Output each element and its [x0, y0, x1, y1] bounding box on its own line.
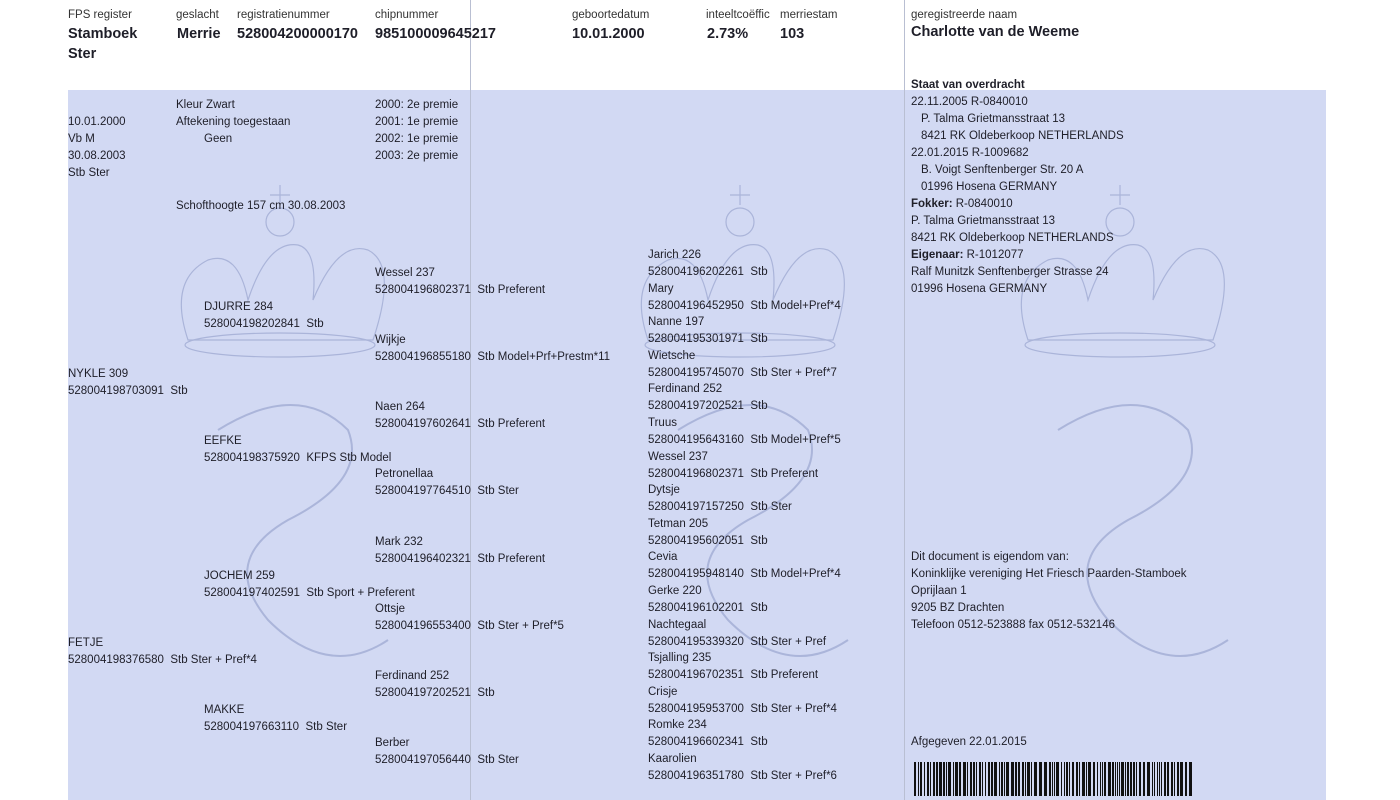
great-grandparent-qual: Stb Ster	[477, 485, 519, 497]
great-great-grandparent-id-line	[648, 768, 837, 785]
transfer-line: 22.01.2015 R-1009682	[911, 147, 1029, 159]
barcode-bar	[939, 762, 942, 796]
dam-name: FETJE	[68, 637, 104, 649]
great-great-grandparent-id: 528004195301971	[648, 333, 744, 346]
great-great-grandparent-qual: Stb	[750, 534, 768, 547]
grandparent-id: 528004197402591	[204, 587, 300, 599]
great-great-grandparent-id: 528004195602051	[648, 534, 744, 547]
barcode-bar	[1100, 762, 1101, 796]
barcode-bar	[930, 762, 931, 796]
barcode-bar	[1117, 762, 1118, 796]
barcode-bar	[1066, 762, 1068, 796]
barcode-bar	[1025, 762, 1026, 796]
dam-id-line	[68, 652, 257, 669]
barcode-bar	[982, 762, 983, 796]
great-great-grandparent-qual: Stb Ster + Pref*6	[750, 770, 837, 782]
barcode-bar	[1177, 762, 1179, 796]
barcode-bar	[973, 762, 975, 796]
barcode-bar	[1147, 762, 1150, 796]
barcode-bar	[933, 762, 935, 796]
info-date: 30.08.2003	[68, 150, 126, 162]
great-great-grandparent-id-line	[648, 331, 768, 348]
issued-date: Afgegeven 22.01.2015	[911, 736, 1027, 748]
great-great-grandparent-id-line	[648, 667, 818, 684]
great-grandparent-id: 528004196553400	[375, 620, 471, 632]
barcode-bar	[1069, 762, 1070, 796]
barcode-bar	[1133, 762, 1135, 796]
fold-line-left	[470, 0, 471, 800]
barcode-bar	[1152, 762, 1153, 796]
barcode-bar	[936, 762, 938, 796]
great-grandparent-qual: Stb Preferent	[477, 553, 546, 565]
barcode-bar	[967, 762, 968, 796]
great-great-grandparent-name: Tetman 205	[648, 517, 709, 530]
barcode-bar	[1161, 762, 1162, 796]
barcode-bar	[1108, 762, 1111, 796]
barcode-bar	[1154, 762, 1155, 796]
great-grandparent-name: Ottsje	[375, 603, 406, 615]
great-grandparent-id: 528004197764510	[375, 485, 471, 497]
great-grandparent-name: Wessel 237	[375, 267, 435, 279]
value-birth-date: 10.01.2000	[572, 26, 645, 42]
value-sex: Merrie	[177, 26, 221, 42]
great-great-grandparent-id: 528004196802371	[648, 467, 744, 480]
sire-qual: Stb	[170, 385, 188, 397]
barcode-bar	[1125, 762, 1126, 796]
barcode-bar	[1052, 762, 1053, 796]
barcode-bar	[1076, 762, 1078, 796]
grandparent-name: JOCHEM 259	[204, 570, 275, 582]
grandparent-id-line	[204, 316, 324, 333]
great-grandparent-qual: Stb Model+Prf+Prestm*11	[477, 351, 611, 363]
info-stb: Stb Ster	[68, 167, 110, 179]
great-great-grandparent-qual: Stb Ster + Pref	[750, 635, 827, 648]
great-grandparent-name: Berber	[375, 737, 410, 749]
barcode-bar	[1139, 762, 1141, 796]
grandparent-name: MAKKE	[204, 704, 245, 716]
barcode-bar	[924, 762, 925, 796]
great-grandparent-name: Petronellaa	[375, 468, 434, 480]
great-great-grandparent-name: Nanne 197	[648, 316, 705, 329]
barcode-bar	[1015, 762, 1017, 796]
barcode-bar	[1011, 762, 1014, 796]
label-registered-name: geregistreerde naam	[911, 9, 1018, 21]
transfer-line: B. Voigt Senftenberger Str. 20 A	[921, 164, 1084, 176]
barcode-bar	[1159, 762, 1160, 796]
ownership-line: Telefoon 0512-523888 fax 0512-532146	[911, 619, 1115, 631]
grandparent-id: 528004198202841	[204, 318, 300, 330]
barcode-bar	[953, 762, 954, 796]
great-grandparent-qual: Stb Preferent	[477, 284, 546, 296]
great-great-grandparent-qual: Stb Ster + Pref*4	[750, 702, 837, 715]
great-grandparent-id-line	[375, 685, 495, 702]
sire-id: 528004198703091	[68, 385, 164, 397]
barcode	[914, 762, 1194, 796]
value-registered-name: Charlotte van de Weeme	[911, 24, 1080, 40]
barcode-bar	[979, 762, 981, 796]
dam-qual: Stb Ster + Pref*4	[170, 654, 257, 666]
transfer-title: Staat van overdracht	[911, 79, 1025, 91]
owner-address: Ralf Munitzk Senftenberger Strasse 24	[911, 266, 1109, 278]
great-great-grandparent-name: Dytsje	[648, 484, 680, 497]
great-grandparent-qual: Stb Preferent	[477, 418, 546, 430]
great-great-grandparent-qual: Stb Preferent	[750, 669, 819, 682]
great-great-grandparent-name: Jarich 226	[648, 249, 702, 261]
great-great-grandparent-qual: Stb Ster	[750, 501, 792, 514]
barcode-bar	[1022, 762, 1024, 796]
great-grandparent-qual: Stb Ster	[477, 754, 519, 766]
value-inbreeding: 2.73%	[707, 26, 749, 42]
grandparent-qual: Stb Ster	[305, 721, 348, 733]
breeder-address: 8421 RK Oldeberkoop NETHERLANDS	[911, 232, 1114, 244]
info-height: Schofthoogte 157 cm 30.08.2003	[176, 200, 346, 212]
barcode-bar	[1157, 762, 1158, 796]
barcode-bar	[1079, 762, 1080, 796]
grandparent-id-line	[204, 719, 347, 736]
great-grandparent-qual: Stb Ster + Pref*5	[477, 620, 564, 632]
transfer-line: P. Talma Grietmansstraat 13	[921, 113, 1066, 125]
value-registration-number: 528004200000170	[237, 26, 358, 42]
great-great-grandparent-id-line	[648, 734, 768, 751]
great-grandparent-name: Naen 264	[375, 401, 425, 413]
great-great-grandparent-id: 528004196102201	[648, 602, 744, 614]
dam-id: 528004198376580	[68, 654, 164, 666]
barcode-bar	[946, 762, 947, 796]
great-great-grandparent-qual: Stb	[750, 736, 768, 749]
great-great-grandparent-id-line	[648, 701, 837, 718]
barcode-bar	[1093, 762, 1095, 796]
great-great-grandparent-id: 528004195948140	[648, 568, 744, 581]
barcode-bar	[1044, 762, 1047, 796]
great-great-grandparent-id: 528004195745070	[648, 366, 744, 379]
great-great-grandparent-name: Romke 234	[648, 719, 707, 732]
value-register-line2: Ster	[68, 46, 97, 62]
great-grandparent-id: 528004196802371	[375, 284, 471, 296]
barcode-bar	[955, 762, 958, 796]
great-great-grandparent-id-line	[648, 634, 826, 651]
great-great-grandparent-id: 528004196202261	[648, 266, 744, 278]
great-grandparent-id-line	[375, 551, 545, 568]
barcode-bar	[1049, 762, 1051, 796]
barcode-bar	[1102, 762, 1103, 796]
great-great-grandparent-name: Wietsche	[648, 349, 696, 362]
barcode-bar	[963, 762, 966, 796]
barcode-bar	[1054, 762, 1055, 796]
great-great-grandparent-name: Truus	[648, 417, 677, 429]
barcode-bar	[1121, 762, 1124, 796]
barcode-bar	[1130, 762, 1132, 796]
great-great-grandparent-id: 528004197202521	[648, 400, 744, 413]
barcode-bar	[1006, 762, 1009, 796]
breeder-label: Fokker:	[911, 198, 953, 210]
sire-id-line	[68, 383, 188, 400]
great-great-grandparent-name: Mary	[648, 282, 674, 295]
label-chip-number: chipnummer	[375, 9, 439, 21]
barcode-bar	[1027, 762, 1030, 796]
barcode-bar	[1112, 762, 1114, 796]
barcode-bar	[1031, 762, 1032, 796]
great-great-grandparent-id: 528004196351780	[648, 770, 744, 782]
great-great-grandparent-id: 528004196452950	[648, 299, 744, 312]
great-great-grandparent-id-line	[648, 298, 841, 315]
barcode-bar	[1004, 762, 1005, 796]
great-great-grandparent-qual: Stb	[750, 333, 768, 346]
great-great-grandparent-qual: Stb Ster + Pref*7	[750, 366, 837, 379]
great-great-grandparent-qual: Stb Preferent	[750, 467, 819, 480]
barcode-bar	[1104, 762, 1106, 796]
barcode-bar	[970, 762, 972, 796]
breeder-line	[911, 196, 1013, 213]
great-great-grandparent-id-line	[648, 365, 837, 382]
grandparent-qual: Stb	[306, 318, 324, 330]
grandparent-name: EEFKE	[204, 435, 242, 447]
info-vb: Vb M	[68, 133, 95, 145]
barcode-bar	[1127, 762, 1129, 796]
great-grandparent-id: 528004197056440	[375, 754, 471, 766]
grandparent-id: 528004197663110	[204, 721, 300, 733]
label-birth-date: geboortedatum	[572, 9, 650, 21]
breeder-address: P. Talma Grietmansstraat 13	[911, 215, 1056, 227]
grandparent-qual: Stb Sport + Preferent	[306, 587, 415, 599]
great-great-grandparent-name: Ferdinand 252	[648, 383, 723, 396]
barcode-bar	[1171, 762, 1173, 796]
barcode-bar	[1164, 762, 1166, 796]
owner-line	[911, 247, 1024, 264]
barcode-bar	[1097, 762, 1098, 796]
great-great-grandparent-name: Gerke 220	[648, 585, 702, 597]
info-marking: Aftekening toegestaan	[176, 116, 291, 128]
barcode-bar	[1174, 762, 1175, 796]
barcode-bar	[1039, 762, 1042, 796]
breeder-id: R-0840010	[955, 198, 1013, 210]
barcode-bar	[1086, 762, 1087, 796]
premium-item: 2001: 1e premie	[375, 116, 459, 128]
barcode-bar	[1167, 762, 1169, 796]
grandparent-name: DJURRE 284	[204, 301, 274, 313]
great-great-grandparent-id: 528004195643160	[648, 434, 744, 446]
premium-item: 2000: 2e premie	[375, 99, 459, 111]
barcode-bar	[976, 762, 977, 796]
barcode-bar	[918, 762, 919, 796]
great-grandparent-qual: Stb	[477, 687, 495, 699]
great-grandparent-name: Wijkje	[375, 334, 406, 346]
info-marking-value: Geen	[204, 133, 233, 145]
value-mare-line: 103	[780, 26, 805, 42]
great-great-grandparent-id-line	[648, 566, 841, 583]
fold-line-right	[904, 0, 905, 800]
label-registration-number: registratienummer	[237, 9, 330, 21]
info-color: Kleur Zwart	[176, 99, 235, 111]
barcode-bar	[914, 762, 916, 796]
premium-item: 2003: 2e premie	[375, 150, 459, 162]
barcode-bar	[948, 762, 951, 796]
great-grandparent-id-line	[375, 618, 564, 635]
barcode-bar	[1189, 762, 1192, 796]
barcode-bar	[994, 762, 997, 796]
barcode-bar	[1072, 762, 1074, 796]
barcode-bar	[1143, 762, 1145, 796]
owner-address: 01996 Hosena GERMANY	[911, 283, 1048, 295]
great-great-grandparent-id: 528004196702351	[648, 669, 744, 682]
great-great-grandparent-name: Kaarolien	[648, 753, 697, 765]
info-birth-date: 10.01.2000	[68, 116, 126, 128]
ownership-line: Dit document is eigendom van:	[911, 551, 1069, 563]
barcode-bar	[1056, 762, 1059, 796]
great-great-grandparent-name: Cevia	[648, 551, 678, 564]
barcode-bar	[1119, 762, 1120, 796]
barcode-bar	[1082, 762, 1085, 796]
barcode-bar	[999, 762, 1000, 796]
great-great-grandparent-qual: Stb Model+Pref*5	[750, 434, 841, 446]
barcode-bar	[1136, 762, 1137, 796]
great-great-grandparent-qual: Stb	[750, 400, 768, 413]
barcode-bar	[1061, 762, 1062, 796]
grandparent-id-line	[204, 450, 391, 467]
barcode-bar	[1034, 762, 1037, 796]
transfer-line: 01996 Hosena GERMANY	[921, 181, 1058, 193]
great-great-grandparent-id-line	[648, 600, 768, 617]
barcode-bar	[1001, 762, 1003, 796]
great-great-grandparent-name: Nachtegaal	[648, 618, 707, 631]
barcode-bar	[927, 762, 929, 796]
great-great-grandparent-qual: Stb Model+Pref*4	[750, 568, 841, 581]
great-great-grandparent-id-line	[648, 533, 768, 550]
barcode-bar	[920, 762, 922, 796]
barcode-bar	[1018, 762, 1020, 796]
great-grandparent-id: 528004197602641	[375, 418, 471, 430]
great-great-grandparent-name: Wessel 237	[648, 450, 708, 463]
transfer-line: 8421 RK Oldeberkoop NETHERLANDS	[921, 130, 1124, 142]
great-grandparent-id-line	[375, 752, 519, 769]
premium-item: 2002: 1e premie	[375, 133, 459, 145]
great-great-grandparent-id: 528004195953700	[648, 702, 744, 715]
value-register-line1: Stamboek	[68, 26, 138, 42]
great-grandparent-name: Mark 232	[375, 536, 423, 548]
owner-label: Eigenaar:	[911, 249, 964, 261]
great-great-grandparent-id-line	[648, 466, 818, 483]
label-register: FPS register	[68, 9, 132, 21]
great-great-grandparent-id: 528004196602341	[648, 736, 744, 749]
barcode-bar	[959, 762, 961, 796]
label-mare-line: merriestam	[780, 9, 838, 21]
grandparent-id-line	[204, 585, 415, 602]
ownership-line: 9205 BZ Drachten	[911, 602, 1005, 614]
ownership-line: Koninklijke vereniging Het Friesch Paarden-Stamboek	[911, 568, 1187, 580]
great-grandparent-id-line	[375, 416, 545, 433]
great-grandparent-id: 528004197202521	[375, 687, 471, 699]
barcode-bar	[1088, 762, 1091, 796]
great-grandparent-id-line	[375, 282, 545, 299]
great-grandparent-id-line	[375, 483, 519, 500]
great-great-grandparent-id-line	[648, 398, 768, 415]
great-great-grandparent-id: 528004197157250	[648, 501, 744, 514]
barcode-bar	[1185, 762, 1187, 796]
great-great-grandparent-id-line	[648, 432, 841, 449]
barcode-bar	[943, 762, 945, 796]
barcode-bar	[985, 762, 986, 796]
great-grandparent-id: 528004196855180	[375, 351, 471, 363]
ownership-line: Oprijlaan 1	[911, 585, 967, 597]
barcode-bar	[1180, 762, 1183, 796]
barcode-bar	[991, 762, 993, 796]
grandparent-qual: KFPS Stb Model	[306, 452, 392, 464]
great-great-grandparent-id-line	[648, 499, 792, 516]
great-grandparent-id-line	[375, 349, 610, 366]
grandparent-id: 528004198375920	[204, 452, 300, 464]
great-great-grandparent-name: Crisje	[648, 685, 678, 698]
great-great-grandparent-qual: Stb	[750, 266, 768, 278]
barcode-bar	[988, 762, 990, 796]
barcode-bar	[1064, 762, 1065, 796]
great-great-grandparent-qual: Stb	[750, 602, 768, 614]
great-grandparent-name: Ferdinand 252	[375, 670, 450, 682]
value-chip-number: 985100009645217	[375, 26, 496, 42]
great-great-grandparent-qual: Stb Model+Pref*4	[750, 299, 841, 312]
barcode-bar	[1115, 762, 1116, 796]
label-inbreeding: inteeltcoëffic	[706, 9, 770, 21]
great-great-grandparent-name: Tsjalling 235	[648, 652, 712, 665]
great-grandparent-id: 528004196402321	[375, 553, 471, 565]
great-great-grandparent-id-line	[648, 264, 768, 281]
transfer-line: 22.11.2005 R-0840010	[911, 96, 1028, 108]
owner-id: R-1012077	[966, 249, 1024, 261]
sire-name: NYKLE 309	[68, 368, 129, 380]
great-great-grandparent-id: 528004195339320	[648, 635, 744, 648]
label-sex: geslacht	[176, 9, 219, 21]
